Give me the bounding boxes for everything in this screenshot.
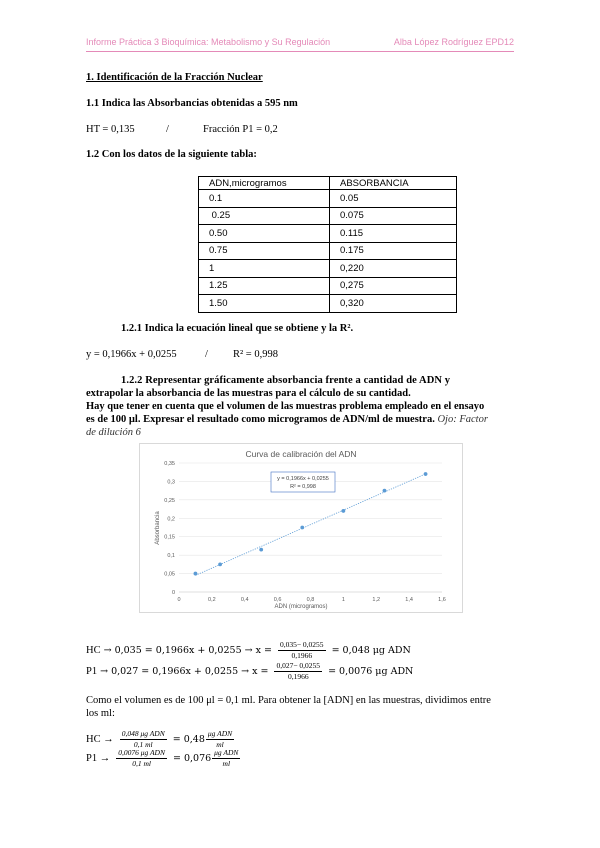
hc-label: HC	[86, 645, 101, 656]
ht-value: HT = 0,135	[86, 124, 135, 135]
hc-expression: → 0,035 = 0,1966x + 0,0255 → x =	[103, 645, 272, 656]
table-row	[199, 190, 457, 208]
p12-label: P1 →	[86, 753, 111, 764]
p1-expression: → 0,027 = 0,1966x + 0,0255 → x =	[100, 666, 269, 677]
cell-adn: 1.25	[199, 277, 330, 295]
cell-adn: 1	[199, 260, 330, 278]
p1-label: P1	[86, 666, 98, 677]
hc-equation	[86, 640, 411, 661]
hc-numerator: 0,035− 0,0255	[279, 640, 324, 649]
cell-abs: 0,220	[330, 260, 457, 278]
p1-fraction	[274, 661, 322, 682]
data-point	[341, 509, 345, 513]
p1-value: Fracción P1 = 0,2	[203, 124, 278, 135]
table-header-absorbancia: ABSORBANCIA	[330, 177, 457, 190]
header-left: Informe Práctica 3 Bioquímica: Metabolismo y Su Regulación	[86, 37, 331, 47]
p1-numerator: 0,027− 0,0255	[276, 661, 321, 670]
hc2-denominator: 0,1 ml	[133, 740, 153, 749]
data-point	[300, 526, 304, 530]
table-row	[199, 225, 457, 243]
p12-fraction	[116, 748, 167, 769]
cell-abs: 0.075	[330, 207, 457, 225]
y-tick-label: 0,35	[164, 461, 175, 467]
x-tick-label: 0,4	[240, 597, 249, 603]
table-row	[199, 260, 457, 278]
question-1-2-2-line4a: es de 100 µl. Expresar el resultado como microgramos de ADN/ml de muestra.	[86, 414, 435, 425]
cell-adn: 0.1	[199, 190, 330, 208]
page-header	[86, 37, 514, 47]
data-point	[259, 548, 263, 552]
cell-abs: 0,320	[330, 295, 457, 313]
y-tick-label: 0,3	[167, 479, 175, 486]
question-1-2-2-line4	[86, 414, 488, 425]
data-point	[218, 562, 222, 566]
p12-unit	[212, 748, 240, 769]
chart-xlabel: ADN (microgramos)	[274, 604, 328, 610]
question-1-2-2-line1: 1.2.2 Representar gráficamente absorbancia frente a cantidad de ADN y	[121, 375, 451, 386]
volume-text-line1: Como el volumen es de 100 μl = 0,1 ml. Para obtener la [ADN] en las muestras, dividimos entre	[86, 695, 491, 706]
hc2-unit-num: μg ADN	[207, 729, 233, 738]
p1-result: = 0,0076 μg ADN	[328, 666, 414, 677]
question-1-2-2-line2: extrapolar la absorbancia de las muestras para el cálculo de su cantidad.	[86, 388, 411, 399]
chart-title: Curva de calibración del ADN	[245, 449, 357, 459]
p12-denominator: 0,1 ml	[132, 759, 151, 768]
header-divider	[86, 51, 514, 52]
y-tick-label: 0,05	[164, 571, 175, 578]
annotation-equation: y = 0,1966x + 0,0255	[277, 476, 329, 482]
chart-annotation	[271, 472, 335, 492]
p12-result: = 0,076	[172, 753, 212, 764]
x-tick-label: 0	[177, 597, 181, 603]
p12-unit-den: ml	[222, 759, 231, 768]
table-header-row	[199, 177, 457, 190]
table-header-adn: ADN,microgramos	[199, 177, 330, 190]
table-row	[199, 242, 457, 260]
calibration-chart	[139, 443, 463, 613]
cell-abs: 0,275	[330, 277, 457, 295]
chart-ylabel: Absorbancia	[155, 511, 161, 545]
p1-equation	[86, 661, 413, 682]
x-tick-label: 1,6	[438, 597, 446, 603]
r-squared: R² = 0,998	[233, 349, 278, 360]
hc-denominator: 0,1966	[291, 651, 313, 660]
section-title: 1. Identificación de la Fracción Nuclear	[86, 72, 263, 83]
cell-abs: 0.175	[330, 242, 457, 260]
x-tick-label: 0,2	[208, 597, 216, 603]
cell-abs: 0.115	[330, 225, 457, 243]
annotation-r2: R² = 0,998	[290, 484, 316, 490]
data-point	[194, 572, 198, 576]
x-tick-label: 1,4	[405, 597, 413, 603]
p1-denominator: 0,1966	[287, 672, 309, 681]
volume-text-line2: los ml:	[86, 708, 115, 719]
p12-numerator: 0,0076 μg ADN	[118, 748, 165, 757]
table-row	[199, 277, 457, 295]
table-row	[199, 295, 457, 313]
y-tick-label: 0,15	[164, 534, 175, 541]
x-tick-label: 0,6	[273, 597, 282, 603]
data-point	[383, 489, 387, 493]
question-1-2-2-line3: Hay que tener en cuenta que el volumen de las muestras problema empleado en el ensayo	[86, 401, 485, 412]
hc-concentration	[86, 729, 240, 750]
hc-result: = 0,048 μg ADN	[331, 645, 411, 656]
x-tick-label: 1,2	[372, 597, 381, 603]
y-tick-label: 0,25	[164, 497, 175, 504]
separator: /	[166, 124, 169, 135]
linear-equation: y = 0,1966x + 0,0255	[86, 349, 177, 360]
cell-adn: 1.50	[199, 295, 330, 313]
data-table	[198, 176, 457, 313]
hc2-numerator: 0,048 μg ADN	[121, 729, 165, 738]
y-tick-label: 0,2	[167, 516, 175, 523]
question-1-2-2-line4b: Ojo: Factor	[434, 414, 488, 425]
question-1-2-2-line5: de dilución 6	[86, 427, 141, 438]
hc2-label: HC →	[86, 734, 114, 745]
question-1-1: 1.1 Indica las Absorbancias obtenidas a 595 nm	[86, 98, 298, 109]
x-tick-label: 0,8	[306, 597, 315, 603]
table-row	[199, 207, 457, 225]
cell-adn: 0.75	[199, 242, 330, 260]
cell-adn: 0.50	[199, 225, 330, 243]
data-point	[424, 472, 428, 476]
y-tick-label: 0,1	[167, 553, 175, 560]
header-right: Alba López Rodríguez EPD12	[393, 37, 514, 47]
hc2-result: = 0,48	[172, 734, 205, 745]
question-1-2: 1.2 Con los datos de la siguiente tabla:	[86, 149, 257, 160]
p12-unit-num: μg ADN	[214, 748, 239, 757]
hc2-unit	[206, 729, 234, 750]
hc2-fraction	[120, 729, 167, 750]
separator: /	[205, 349, 208, 360]
question-1-2-1: 1.2.1 Indica la ecuación lineal que se obtiene y la R².	[121, 323, 354, 334]
y-tick-label: 0	[171, 590, 175, 596]
hc2-unit-den: ml	[216, 740, 224, 749]
cell-abs: 0.05	[330, 190, 457, 208]
x-tick-label: 1	[341, 597, 345, 603]
p1-concentration	[86, 748, 246, 769]
hc-fraction	[278, 640, 326, 661]
cell-adn: 0.25	[199, 207, 330, 225]
